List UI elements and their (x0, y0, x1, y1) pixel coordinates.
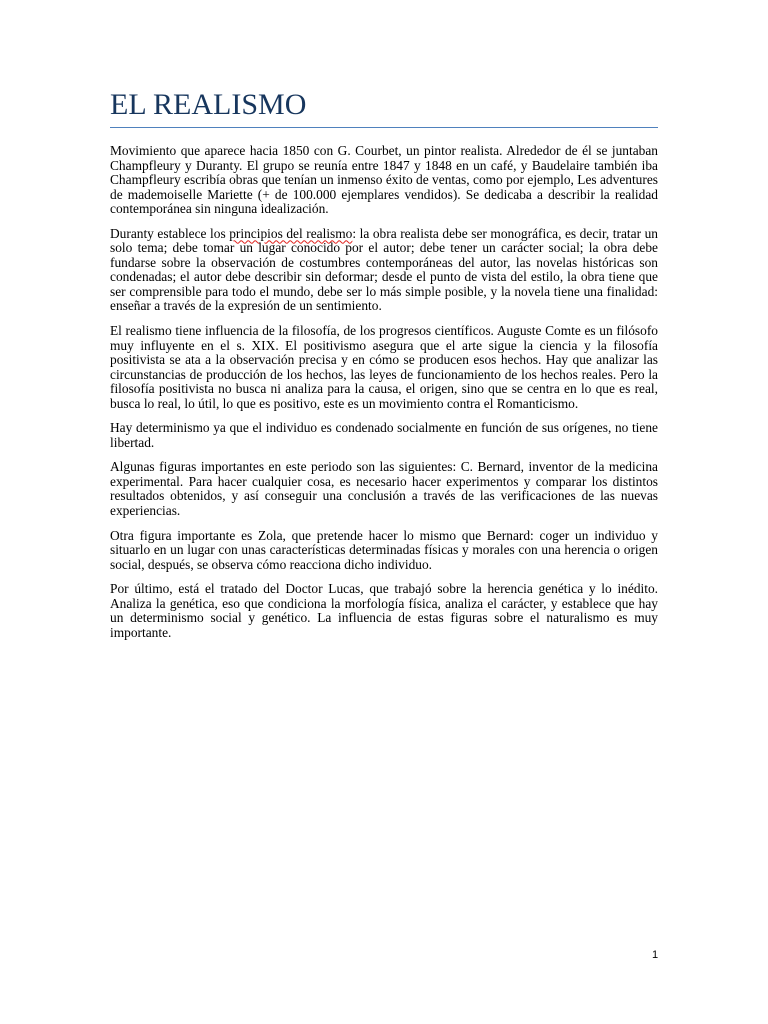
document-title: EL REALISMO (110, 88, 307, 121)
paragraph-5: Algunas figuras importantes en este periodo son las siguientes: C. Bernard, inventor de la medicina experimental. Para hacer cualquier cosa, es necesario hacer experimentos y comparar los distintos resultados obtenidos, y así conseguir una conclusión a través de las verificaciones de las nuevas experiencias. (110, 459, 658, 519)
document-body (110, 144, 658, 650)
paragraph-4: Hay determinismo ya que el individuo es condenado socialmente en función de sus orígenes, no tiene libertad. (110, 420, 658, 450)
paragraph-1: Movimiento que aparece hacia 1850 con G. Courbet, un pintor realista. Alrededor de él se juntaban Champfleury y Duranty. El grupo se reunía entre 1847 y 1848 en un café, y Baudelaire también iba Champfleury escribía obras que tenían un inmenso éxito de ventas, como por ejemplo, Les adventures de mademoiselle Mariette (+ de 100.000 ejemplares vendidos). Se dedicaba a describir la realidad contemporánea sin ninguna idealización. (110, 143, 658, 217)
title-divider (110, 127, 658, 128)
paragraph-2 (110, 227, 658, 314)
paragraph-7: Por último, está el tratado del Doctor Lucas, que trabajó sobre la herencia genética y lo inédito. Analiza la genética, eso que condiciona la morfología física, analiza el carácter, y establece que hay un determinismo social y genético. La influencia de estas figuras sobre el naturalismo es muy importante. (110, 581, 658, 640)
paragraph-2-start: Duranty establece los (110, 225, 230, 241)
spellcheck-underlined-phrase: principios del realismo (229, 225, 353, 241)
page-number: 1 (652, 949, 659, 961)
paragraph-6: Otra figura importante es Zola, que pretende hacer lo mismo que Bernard: coger un individuo y situarlo en un lugar con unas características determinadas físicas y morales con una herencia o origen social, después, se observa cómo reacciona dicho individuo. (110, 527, 658, 572)
paragraph-2-rest: : la obra realista debe ser monográfica, es decir, tratar un solo tema; debe tomar un lugar conocido por el autor; debe tener un carácter social; la obra debe fundarse sobre la observación de costumbres contemporáneas del autor, las novelas históricas son condenadas; el autor debe describir sin deformar; desde el punto de vista del estilo, la obra tiene que ser comprensible para todo el mundo, debe ser lo más simple posible, y la novela tiene una finalidad: enseñar a través de la expresión de un sentimiento. (110, 225, 658, 314)
paragraph-3: El realismo tiene influencia de la filosofía, de los progresos científicos. Auguste Comte es un filósofo muy influyente en el s. XIX. El positivismo asegura que el arte sigue la ciencia y la filosofía positivista se ata a la observación precisa y en cómo se producen esos hechos. Hay que analizar las circunstancias de producción de los hechos, las leyes de funcionamiento de los hechos reales. Pero la filosofía positivista no busca ni analiza para la causa, el origen, sino que se centra en lo que es real, busca lo real, lo útil, lo que es positivo, este es un movimiento contra el Romanticismo. (110, 323, 658, 411)
